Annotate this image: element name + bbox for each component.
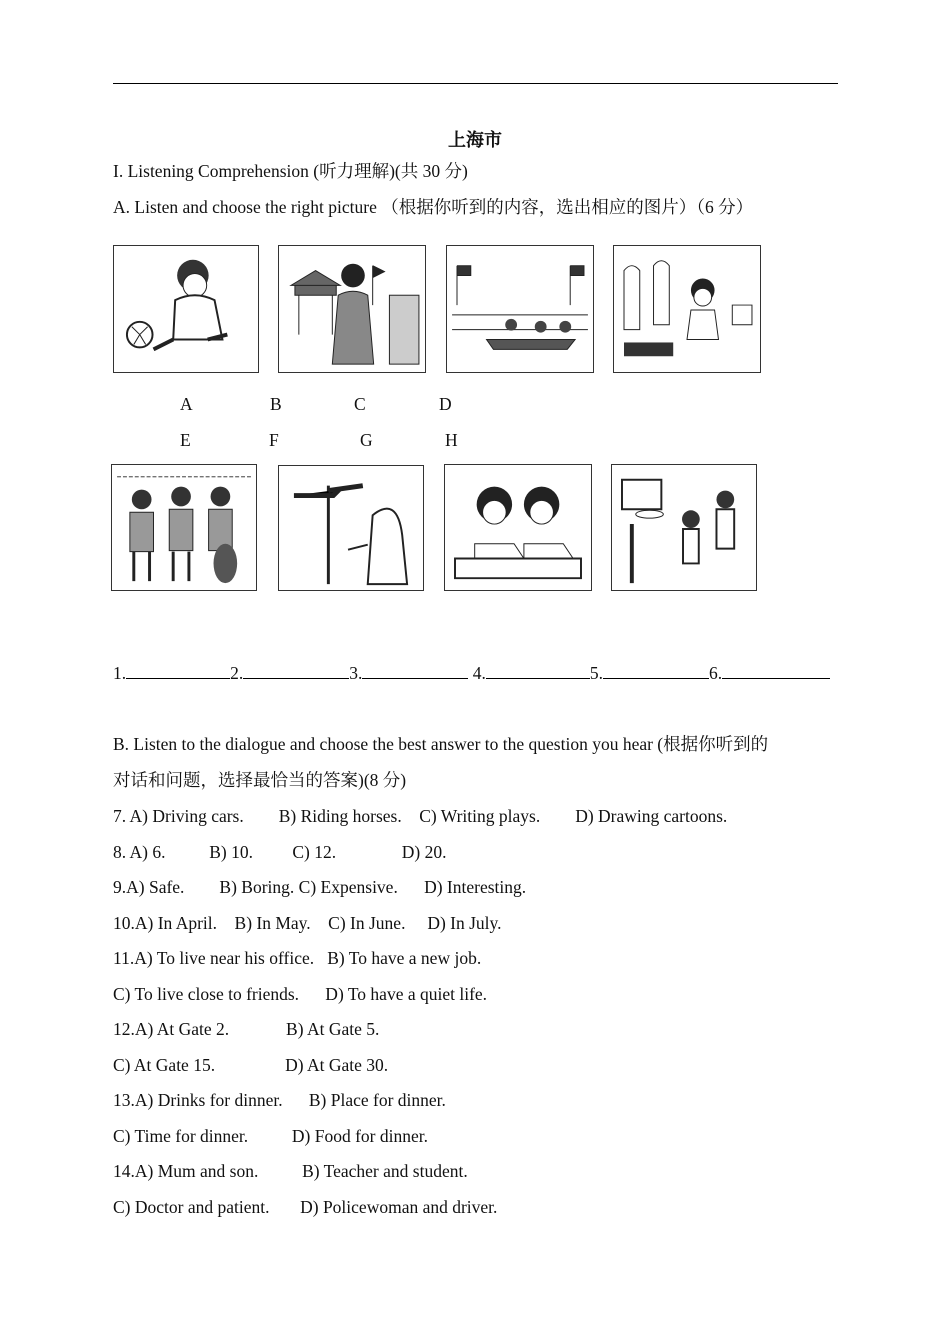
part-b-instruction-line2: 对话和问题，选择最恰当的答案)(8 分) [113, 770, 407, 790]
picture-c-boat-race [446, 245, 594, 373]
question-11-cd: C) To live close to friends. D) To have a quiet life. [113, 984, 488, 1004]
picture-g-studying [444, 464, 592, 591]
section-heading: I. Listening Comprehension (听力理解)(共 30 分) [113, 161, 468, 181]
label-f: F [269, 430, 279, 450]
label-e: E [180, 430, 191, 450]
label-h: H [445, 430, 458, 450]
answer-blanks [113, 662, 830, 684]
answer-blank-5[interactable] [603, 662, 709, 679]
part-b-instruction-line1: B. Listen to the dialogue and choose the best answer to the question you hear (根据你听到的 [113, 734, 769, 754]
picture-d-gardening [613, 245, 761, 373]
answer-blank-1[interactable] [126, 662, 230, 679]
question-10: 10.A) In April. B) In May. C) In June. D) In July. [113, 913, 502, 933]
question-13-cd: C) Time for dinner. D) Food for dinner. [113, 1126, 428, 1146]
question-12-ab: 12.A) At Gate 2. B) At Gate 5. [113, 1019, 380, 1039]
picture-f-signpost [278, 465, 424, 591]
page-title: 上海市 [448, 130, 502, 150]
question-9: 9.A) Safe. B) Boring. C) Expensive. D) Interesting. [113, 877, 527, 897]
label-d: D [439, 394, 452, 414]
picture-e-band [111, 464, 257, 591]
header-rule [113, 83, 838, 84]
question-11-ab: 11.A) To live near his office. B) To have a new job. [113, 948, 482, 968]
question-12-cd: C) At Gate 15. D) At Gate 30. [113, 1055, 389, 1075]
blank-1-label: 1. [113, 663, 127, 683]
label-c: C [354, 394, 366, 414]
question-13-ab: 13.A) Drinks for dinner. B) Place for dinner. [113, 1090, 446, 1110]
picture-b-tour-guide [278, 245, 426, 373]
question-14-ab: 14.A) Mum and son. B) Teacher and student. [113, 1161, 468, 1181]
blank-4-label: 4. [472, 663, 486, 683]
label-g: G [360, 430, 373, 450]
answer-blank-6[interactable] [722, 662, 830, 679]
blank-2-label: 2. [230, 663, 244, 683]
question-14-cd: C) Doctor and patient. D) Policewoman and driver. [113, 1197, 498, 1217]
part-a-instruction: A. Listen and choose the right picture （根据你听到的内容，选出相应的图片）（6 分） [113, 197, 754, 217]
blank-5-label: 5. [589, 663, 603, 683]
blank-6-label: 6. [709, 663, 723, 683]
answer-blank-2[interactable] [243, 662, 349, 679]
answer-blank-3[interactable] [362, 662, 468, 679]
label-a: A [180, 394, 193, 414]
picture-a-football-player [113, 245, 259, 373]
answer-blank-4[interactable] [486, 662, 590, 679]
question-8: 8. A) 6. B) 10. C) 12. D) 20. [113, 842, 447, 862]
question-7: 7. A) Driving cars. B) Riding horses. C) Writing plays. D) Drawing cartoons. [113, 806, 728, 826]
label-b: B [270, 394, 282, 414]
blank-3-label: 3. [349, 663, 363, 683]
picture-h-basketball [611, 464, 757, 591]
